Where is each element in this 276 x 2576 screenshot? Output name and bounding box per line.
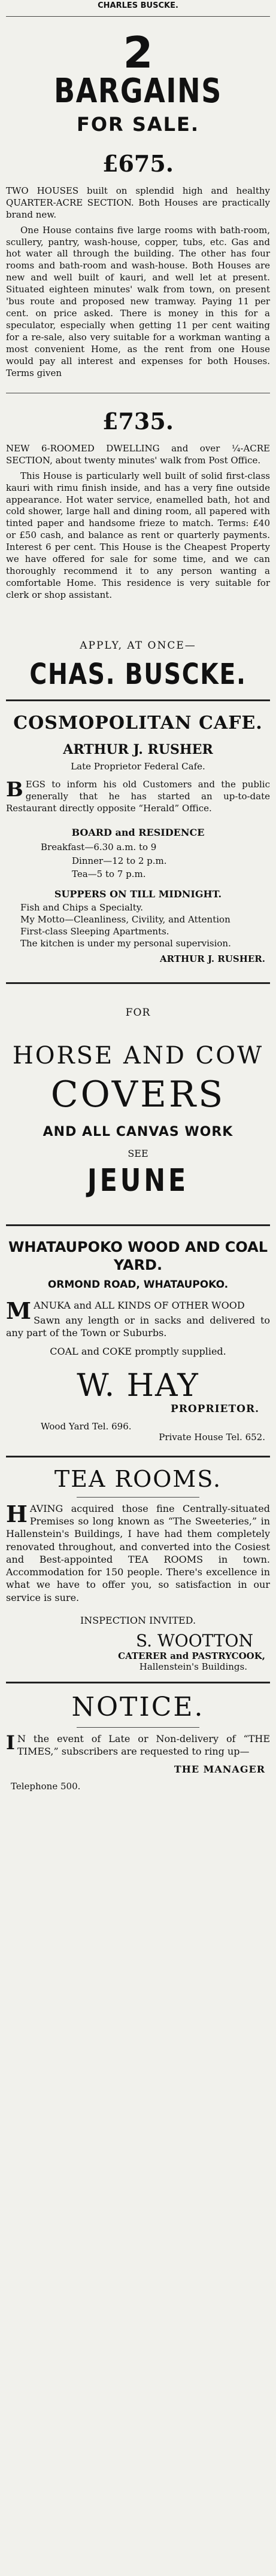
- offer2-price: £735.: [102, 407, 174, 435]
- woodyard-title: WHATAUPOKO WOOD AND COAL YARD.: [8, 1238, 268, 1273]
- offer1-body: One House contains five large rooms with bath-room, scullery, pantry, wash-house, copper, tubs, etc. Gas and hot water all through the building. The other has four rooms and bath-room and wash-house. Both Houses are new and well built of kauri, and well let at present. Situated eighteen minutes' walk from town, on present 'bus route and proposed new tramway. Paying 11 per cent. on price asked. There is money in this for a speculator, especially when getting 11 per cent waiting for a re-sale, also very suitable for a workman wanting a most convenient Home, as the rent from one House would pay all interest and expenses for both Houses. Terms given: [6, 224, 270, 378]
- offer1-lead: TWO HOUSES built on splendid high and healthy QUARTER-ACRE SECTION. Both Houses are practically brand new.: [6, 185, 270, 220]
- headline-title: BARGAINS: [54, 72, 222, 111]
- cafe-ad: [5, 713, 271, 964]
- divider: [6, 1682, 270, 1683]
- divider: [6, 1224, 270, 1226]
- cafe-proprietor: ARTHUR J. RUSHER: [63, 742, 213, 758]
- offer2-lead: NEW 6-ROOMED DWELLING and over ¼-ACRE SECTION, about twenty minutes' walk from Post Office.: [6, 442, 270, 466]
- notice-drop-cap: I: [6, 1731, 15, 1754]
- tearooms-body: AVING acquired those fine Centrally-situated Premises so long known as “The Sweeteries,” in Hallenstein's Buildings, I have had them completely renovated throughout, and converted into the Cosiest and Best-appointed TEA ROOMS in town. Accommodation for 150 people. There's excellence in what we have to offer you, so satisfaction in our service is sure.: [6, 1502, 270, 1603]
- cafe-suppers: SUPPERS ON TILL MIDNIGHT.: [54, 888, 222, 900]
- divider: [6, 699, 270, 701]
- notice-body: N the event of Late or Non-delivery of “THE TIMES,” subscribers are requested to ring up—: [17, 1732, 270, 1758]
- cafe-hours-breakfast: Breakfast—6.30 a.m. to 9: [41, 842, 157, 853]
- covers-for: FOR: [125, 1006, 151, 1019]
- covers-line1: HORSE AND COW: [12, 1041, 264, 1069]
- tearooms-invite: INSPECTION INVITED.: [80, 1614, 196, 1626]
- woodyard-role: PROPRIETOR.: [170, 1402, 259, 1415]
- cafe-drop-cap: B: [6, 778, 23, 802]
- cafe-motto: My Motto—Cleanliness, Civility, and Attention: [20, 913, 230, 925]
- cafe-kitchen: The kitchen is under my personal supervision.: [20, 937, 231, 949]
- covers-ad: [5, 1007, 271, 1198]
- cafe-intro: EGS to inform his old Customers and the public generally that he has started an up-to-date Restaurant directly opposite “Herald” Office.: [6, 779, 270, 814]
- divider: [77, 1497, 199, 1498]
- apply-text: APPLY, AT ONCE—: [80, 639, 196, 652]
- divider: [6, 1456, 270, 1457]
- offer1-price: £675.: [102, 149, 174, 177]
- covers-see: SEE: [128, 1147, 148, 1159]
- covers-line3: AND ALL CANVAS WORK: [43, 1124, 233, 1139]
- tearooms-title: TEA ROOMS.: [54, 1465, 222, 1492]
- cafe-board-heading: BOARD and RESIDENCE: [71, 827, 205, 839]
- offer2-body: This House is particularly well built of solid first-class kauri with rimu finish inside, and has a very fine outside appearance. Hot water service, enamelled bath, hot and cold shower, large hall and dining room, all papered with tinted paper and handsome frieze to match. Terms: £40 or £50 cash, and balance as rent or quarterly payments. Interest 6 per cent. This House is the Cheapest Property we have offered for sale for some time, and we can thoroughly recommend it to any person wanting a comfortable Home. This residence is very suitable for clerk or shop assistant.: [6, 470, 270, 601]
- bargains-ad: [5, 27, 271, 691]
- notice-title: NOTICE.: [71, 1691, 205, 1722]
- divider: [6, 16, 270, 17]
- tearooms-ad: [5, 1466, 271, 1672]
- woodyard-coal: COAL and COKE promptly supplied.: [50, 1345, 226, 1357]
- covers-line2: COVERS: [50, 1073, 226, 1116]
- headline-subtitle: FOR SALE.: [76, 112, 200, 136]
- woodyard-tel-private: Private House Tel. 652.: [159, 1431, 265, 1443]
- woodyard-body: Sawn any length or in sacks and delivered to any part of the Town or Suburbs.: [6, 1315, 270, 1339]
- notice-signature: THE MANAGER: [174, 1764, 265, 1776]
- woodyard-address: ORMOND ROAD, WHATAUPOKO.: [47, 1278, 229, 1291]
- tearooms-address: Hallenstein's Buildings.: [139, 1661, 247, 1672]
- cafe-hours-tea: Tea—5 to 7 p.m.: [72, 869, 146, 880]
- cafe-fish: Fish and Chips a Specialty.: [20, 902, 143, 913]
- cafe-sleeping: First-class Sleeping Apartments.: [20, 925, 169, 937]
- notice-ad: [5, 1692, 271, 1792]
- cafe-title: COSMOPOLITAN CAFE.: [13, 712, 263, 734]
- cafe-hours-dinner: Dinner—12 to 2 p.m.: [72, 855, 167, 866]
- tearooms-trade: CATERER and PASTRYCOOK,: [118, 1650, 265, 1661]
- notice-phone: Telephone 500.: [11, 1781, 81, 1792]
- apply-name: CHAS. BUSCKE.: [29, 657, 247, 691]
- woodyard-ad: [5, 1238, 271, 1443]
- headline-number: 2: [123, 27, 153, 78]
- divider: [77, 1727, 199, 1728]
- tearooms-name: S. WOOTTON: [136, 1630, 253, 1651]
- header-name: CHARLES BUSCKE.: [98, 1, 178, 10]
- cafe-signature: ARTHUR J. RUSHER.: [160, 953, 265, 964]
- tearooms-drop-cap: H: [6, 1500, 28, 1527]
- divider: [6, 982, 270, 984]
- woodyard-name: W. HAY: [77, 1367, 199, 1404]
- woodyard-intro: ANUKA and ALL KINDS OF OTHER WOOD: [34, 1299, 245, 1311]
- cafe-formerly: Late Proprietor Federal Cafe.: [71, 761, 205, 772]
- covers-name: JEUNE: [87, 1162, 189, 1199]
- woodyard-tel-yard: Wood Yard Tel. 696.: [41, 1420, 132, 1432]
- woodyard-drop-cap: M: [6, 1297, 32, 1324]
